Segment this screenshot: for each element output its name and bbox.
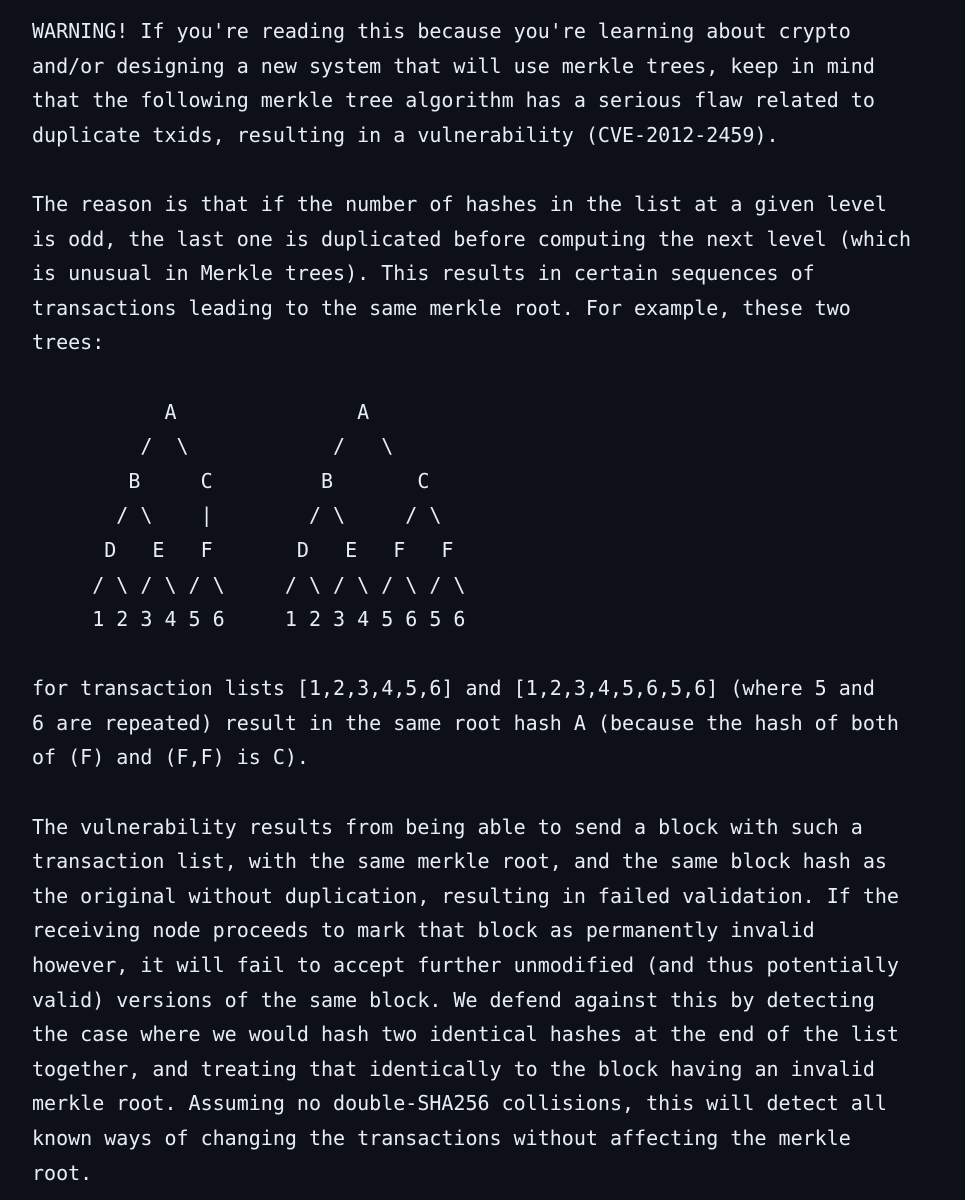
warning-paragraph: WARNING! If you're reading this because you're learning about crypto and/or designing a new system that will use merkle trees, keep in mind that the following merkle tree algorithm has a serious flaw related to duplicate txids, resulting in a vulnerability (CVE-2012-2459). [32,19,875,147]
merkle-tree-diagram: A A / \ / \ B C B C / \ | / \ / \ D E F D E F F / \ / \ / \ / \ / \ / \ / \ 1 2 3 4 5 6 1 2 3 4 5 6 5 6 [92,399,466,632]
transaction-lists-paragraph: for transaction lists [1,2,3,4,5,6] and [1,2,3,4,5,6,5,6] (where 5 and 6 are repeated) result in the same root hash A (because the hash of both of (F) and (F,F) is C). [32,676,899,770]
vulnerability-paragraph: The vulnerability results from being able to send a block with such a transaction list, with the same merkle root, and the same block hash as the original without duplication, resulting in failed validation. If the receiving node proceeds to mark that block as permanently invalid however, it will fail to accept further unmodified (and thus potentially valid) versions of the same block. We defend against this by detecting the case where we would hash two identical hashes at the end of the list together, and treating that identically to the block having an invalid merkle root. Assuming no double-SHA256 collisions, this will detect all known ways of changing the transactions without affecting the merkle root. [32,814,899,1185]
reason-paragraph: The reason is that if the number of hashes in the list at a given level is odd, the last one is duplicated before computing the next level (which is unusual in Merkle trees). This results in certain sequences of transactions leading to the same merkle root. For example, these two trees: [32,191,911,355]
comment-block [32,14,957,1190]
